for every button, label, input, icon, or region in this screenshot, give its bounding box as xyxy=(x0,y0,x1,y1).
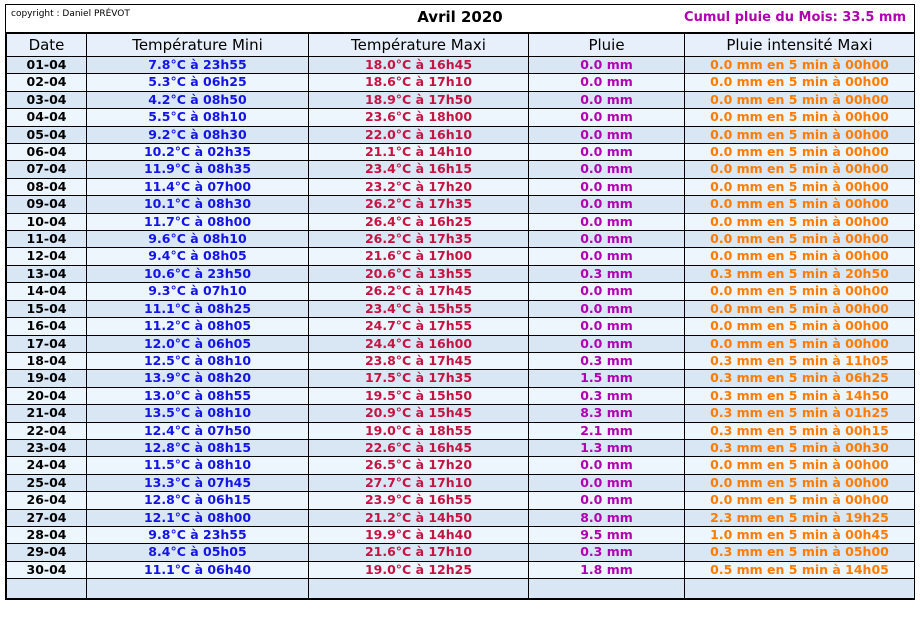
date-cell: 12-04 xyxy=(7,248,87,265)
temp-min-cell: 12.4°C à 07h50 xyxy=(87,422,309,439)
temp-max-cell: 22.6°C à 16h45 xyxy=(309,439,529,456)
column-header-date: Date xyxy=(7,34,87,57)
temp-max-cell: 26.5°C à 17h20 xyxy=(309,457,529,474)
rain-intensity-cell: 0.0 mm en 5 min à 00h00 xyxy=(685,144,915,161)
rain-intensity-cell: 1.0 mm en 5 min à 00h45 xyxy=(685,526,915,543)
table-row xyxy=(7,422,915,439)
date-cell: 29-04 xyxy=(7,544,87,561)
rain-cell: 0.3 mm xyxy=(529,544,685,561)
rain-intensity-cell: 0.3 mm en 5 min à 20h50 xyxy=(685,265,915,282)
table-header-row xyxy=(7,34,915,57)
rain-cell: 0.0 mm xyxy=(529,474,685,491)
rain-cell: 0.0 mm xyxy=(529,300,685,317)
rain-cell: 0.0 mm xyxy=(529,74,685,91)
date-cell: 15-04 xyxy=(7,300,87,317)
table-row xyxy=(7,492,915,509)
rain-intensity-cell: 0.0 mm en 5 min à 00h00 xyxy=(685,57,915,74)
temp-max-cell: 20.6°C à 13h55 xyxy=(309,265,529,282)
temp-max-cell: 23.2°C à 17h20 xyxy=(309,178,529,195)
empty-row xyxy=(7,579,915,599)
temp-min-cell: 9.2°C à 08h30 xyxy=(87,126,309,143)
rain-cell: 0.0 mm xyxy=(529,335,685,352)
temp-max-cell: 21.6°C à 17h10 xyxy=(309,544,529,561)
date-cell: 18-04 xyxy=(7,352,87,369)
temp-max-cell: 21.2°C à 14h50 xyxy=(309,509,529,526)
date-cell: 17-04 xyxy=(7,335,87,352)
temp-min-cell: 11.4°C à 07h00 xyxy=(87,178,309,195)
date-cell: 30-04 xyxy=(7,561,87,578)
temp-min-cell: 9.3°C à 07h10 xyxy=(87,283,309,300)
table-row xyxy=(7,509,915,526)
rain-cell: 0.3 mm xyxy=(529,265,685,282)
temp-min-cell: 9.6°C à 08h10 xyxy=(87,231,309,248)
temp-max-cell: 23.6°C à 18h00 xyxy=(309,109,529,126)
table-row xyxy=(7,231,915,248)
rain-cell: 0.0 mm xyxy=(529,492,685,509)
temp-min-cell: 13.5°C à 08h10 xyxy=(87,405,309,422)
temp-max-cell: 21.1°C à 14h10 xyxy=(309,144,529,161)
temp-max-cell: 26.2°C à 17h45 xyxy=(309,283,529,300)
empty-cell xyxy=(309,579,529,599)
table-row xyxy=(7,196,915,213)
temp-min-cell: 12.8°C à 08h15 xyxy=(87,439,309,456)
temp-min-cell: 10.2°C à 02h35 xyxy=(87,144,309,161)
table-row xyxy=(7,57,915,74)
table-row xyxy=(7,526,915,543)
rain-intensity-cell: 0.0 mm en 5 min à 00h00 xyxy=(685,335,915,352)
date-cell: 03-04 xyxy=(7,91,87,108)
report-header xyxy=(6,5,914,33)
column-header-temp-min: Température Mini xyxy=(87,34,309,57)
table-row xyxy=(7,405,915,422)
date-cell: 14-04 xyxy=(7,283,87,300)
temp-max-cell: 19.0°C à 18h55 xyxy=(309,422,529,439)
temp-min-cell: 13.9°C à 08h20 xyxy=(87,370,309,387)
rain-cell: 0.0 mm xyxy=(529,144,685,161)
rain-intensity-cell: 0.3 mm en 5 min à 00h15 xyxy=(685,422,915,439)
temp-max-cell: 26.2°C à 17h35 xyxy=(309,196,529,213)
temp-min-cell: 11.1°C à 08h25 xyxy=(87,300,309,317)
table-row xyxy=(7,352,915,369)
table-row xyxy=(7,335,915,352)
temp-min-cell: 10.1°C à 08h30 xyxy=(87,196,309,213)
date-cell: 21-04 xyxy=(7,405,87,422)
rain-cell: 0.0 mm xyxy=(529,248,685,265)
rain-intensity-cell: 0.0 mm en 5 min à 00h00 xyxy=(685,248,915,265)
date-cell: 08-04 xyxy=(7,178,87,195)
rain-cell: 0.0 mm xyxy=(529,161,685,178)
date-cell: 11-04 xyxy=(7,231,87,248)
temp-max-cell: 17.5°C à 17h35 xyxy=(309,370,529,387)
month-title: Avril 2020 xyxy=(417,8,503,26)
temp-min-cell: 10.6°C à 23h50 xyxy=(87,265,309,282)
rain-cell: 0.3 mm xyxy=(529,352,685,369)
temp-min-cell: 11.2°C à 08h05 xyxy=(87,318,309,335)
temp-max-cell: 19.0°C à 12h25 xyxy=(309,561,529,578)
temp-min-cell: 5.5°C à 08h10 xyxy=(87,109,309,126)
rain-intensity-cell: 0.5 mm en 5 min à 14h05 xyxy=(685,561,915,578)
date-cell: 02-04 xyxy=(7,74,87,91)
rain-cell: 0.0 mm xyxy=(529,126,685,143)
rain-cell: 0.0 mm xyxy=(529,213,685,230)
rain-intensity-cell: 0.0 mm en 5 min à 00h00 xyxy=(685,474,915,491)
temp-max-cell: 20.9°C à 15h45 xyxy=(309,405,529,422)
rain-intensity-cell: 0.0 mm en 5 min à 00h00 xyxy=(685,74,915,91)
temp-max-cell: 27.7°C à 17h10 xyxy=(309,474,529,491)
table-row xyxy=(7,561,915,578)
date-cell: 07-04 xyxy=(7,161,87,178)
date-cell: 16-04 xyxy=(7,318,87,335)
date-cell: 05-04 xyxy=(7,126,87,143)
date-cell: 22-04 xyxy=(7,422,87,439)
table-row xyxy=(7,300,915,317)
temp-max-cell: 24.7°C à 17h55 xyxy=(309,318,529,335)
rain-intensity-cell: 0.0 mm en 5 min à 00h00 xyxy=(685,492,915,509)
temp-max-cell: 18.0°C à 16h45 xyxy=(309,57,529,74)
table-row xyxy=(7,457,915,474)
rain-intensity-cell: 0.0 mm en 5 min à 00h00 xyxy=(685,213,915,230)
table-row xyxy=(7,213,915,230)
empty-cell xyxy=(529,579,685,599)
rain-intensity-cell: 0.3 mm en 5 min à 14h50 xyxy=(685,387,915,404)
rain-intensity-cell: 0.3 mm en 5 min à 00h30 xyxy=(685,439,915,456)
date-cell: 06-04 xyxy=(7,144,87,161)
rain-cell: 1.8 mm xyxy=(529,561,685,578)
date-cell: 10-04 xyxy=(7,213,87,230)
table-row xyxy=(7,544,915,561)
date-cell: 27-04 xyxy=(7,509,87,526)
rain-cell: 1.5 mm xyxy=(529,370,685,387)
rain-cell: 0.3 mm xyxy=(529,387,685,404)
table-row xyxy=(7,74,915,91)
rain-cell: 0.0 mm xyxy=(529,109,685,126)
temp-min-cell: 11.1°C à 06h40 xyxy=(87,561,309,578)
temp-max-cell: 24.4°C à 16h00 xyxy=(309,335,529,352)
temp-min-cell: 4.2°C à 08h50 xyxy=(87,91,309,108)
empty-cell xyxy=(87,579,309,599)
rain-intensity-cell: 0.0 mm en 5 min à 00h00 xyxy=(685,196,915,213)
date-cell: 24-04 xyxy=(7,457,87,474)
temp-min-cell: 12.0°C à 06h05 xyxy=(87,335,309,352)
date-cell: 20-04 xyxy=(7,387,87,404)
rain-cell: 8.0 mm xyxy=(529,509,685,526)
date-cell: 26-04 xyxy=(7,492,87,509)
date-cell: 01-04 xyxy=(7,57,87,74)
temp-min-cell: 13.0°C à 08h55 xyxy=(87,387,309,404)
temp-max-cell: 18.9°C à 17h50 xyxy=(309,91,529,108)
rain-intensity-cell: 0.0 mm en 5 min à 00h00 xyxy=(685,126,915,143)
temp-max-cell: 26.2°C à 17h35 xyxy=(309,231,529,248)
temp-max-cell: 23.8°C à 17h45 xyxy=(309,352,529,369)
rain-intensity-cell: 2.3 mm en 5 min à 19h25 xyxy=(685,509,915,526)
monthly-weather-report xyxy=(5,4,915,600)
date-cell: 23-04 xyxy=(7,439,87,456)
rain-intensity-cell: 0.0 mm en 5 min à 00h00 xyxy=(685,109,915,126)
date-cell: 04-04 xyxy=(7,109,87,126)
empty-cell xyxy=(7,579,87,599)
temp-min-cell: 5.3°C à 06h25 xyxy=(87,74,309,91)
rain-cell: 1.3 mm xyxy=(529,439,685,456)
rain-cell: 0.0 mm xyxy=(529,196,685,213)
rain-cell: 2.1 mm xyxy=(529,422,685,439)
rain-cell: 0.0 mm xyxy=(529,318,685,335)
table-row xyxy=(7,178,915,195)
monthly-rain-total: Cumul pluie du Mois: 33.5 mm xyxy=(684,10,906,25)
column-header-temp-max: Température Maxi xyxy=(309,34,529,57)
temp-max-cell: 23.4°C à 15h55 xyxy=(309,300,529,317)
table-row xyxy=(7,318,915,335)
temp-max-cell: 19.5°C à 15h50 xyxy=(309,387,529,404)
rain-intensity-cell: 0.3 mm en 5 min à 01h25 xyxy=(685,405,915,422)
temp-max-cell: 18.6°C à 17h10 xyxy=(309,74,529,91)
rain-cell: 8.3 mm xyxy=(529,405,685,422)
rain-intensity-cell: 0.0 mm en 5 min à 00h00 xyxy=(685,91,915,108)
rain-intensity-cell: 0.0 mm en 5 min à 00h00 xyxy=(685,318,915,335)
daily-weather-table xyxy=(6,33,915,599)
table-row xyxy=(7,265,915,282)
table-row xyxy=(7,370,915,387)
temp-min-cell: 12.8°C à 06h15 xyxy=(87,492,309,509)
temp-min-cell: 8.4°C à 05h05 xyxy=(87,544,309,561)
temp-max-cell: 19.9°C à 14h40 xyxy=(309,526,529,543)
rain-cell: 0.0 mm xyxy=(529,283,685,300)
rain-intensity-cell: 0.0 mm en 5 min à 00h00 xyxy=(685,300,915,317)
rain-intensity-cell: 0.3 mm en 5 min à 11h05 xyxy=(685,352,915,369)
rain-intensity-cell: 0.0 mm en 5 min à 00h00 xyxy=(685,161,915,178)
table-row xyxy=(7,474,915,491)
table-body xyxy=(7,57,915,599)
copyright-text: copyright : Daniel PRÉVOT xyxy=(11,9,130,19)
table-row xyxy=(7,109,915,126)
temp-min-cell: 12.1°C à 08h00 xyxy=(87,509,309,526)
table-row xyxy=(7,283,915,300)
temp-max-cell: 26.4°C à 16h25 xyxy=(309,213,529,230)
temp-max-cell: 21.6°C à 17h00 xyxy=(309,248,529,265)
column-header-rain: Pluie xyxy=(529,34,685,57)
temp-min-cell: 9.4°C à 08h05 xyxy=(87,248,309,265)
table-row xyxy=(7,248,915,265)
temp-min-cell: 11.5°C à 08h10 xyxy=(87,457,309,474)
table-row xyxy=(7,387,915,404)
temp-min-cell: 12.5°C à 08h10 xyxy=(87,352,309,369)
temp-min-cell: 11.7°C à 08h00 xyxy=(87,213,309,230)
table-row xyxy=(7,91,915,108)
date-cell: 13-04 xyxy=(7,265,87,282)
rain-cell: 9.5 mm xyxy=(529,526,685,543)
temp-min-cell: 11.9°C à 08h35 xyxy=(87,161,309,178)
rain-intensity-cell: 0.0 mm en 5 min à 00h00 xyxy=(685,231,915,248)
rain-cell: 0.0 mm xyxy=(529,231,685,248)
column-header-rain-intensity: Pluie intensité Maxi xyxy=(685,34,915,57)
table-row xyxy=(7,126,915,143)
rain-cell: 0.0 mm xyxy=(529,457,685,474)
rain-intensity-cell: 0.0 mm en 5 min à 00h00 xyxy=(685,457,915,474)
temp-max-cell: 23.9°C à 16h55 xyxy=(309,492,529,509)
temp-min-cell: 9.8°C à 23h55 xyxy=(87,526,309,543)
rain-cell: 0.0 mm xyxy=(529,91,685,108)
table-row xyxy=(7,161,915,178)
rain-intensity-cell: 0.3 mm en 5 min à 05h00 xyxy=(685,544,915,561)
empty-cell xyxy=(685,579,915,599)
rain-cell: 0.0 mm xyxy=(529,178,685,195)
temp-min-cell: 7.8°C à 23h55 xyxy=(87,57,309,74)
table-row xyxy=(7,144,915,161)
temp-max-cell: 22.0°C à 16h10 xyxy=(309,126,529,143)
rain-cell: 0.0 mm xyxy=(529,57,685,74)
date-cell: 28-04 xyxy=(7,526,87,543)
temp-max-cell: 23.4°C à 16h15 xyxy=(309,161,529,178)
rain-intensity-cell: 0.3 mm en 5 min à 06h25 xyxy=(685,370,915,387)
temp-min-cell: 13.3°C à 07h45 xyxy=(87,474,309,491)
date-cell: 19-04 xyxy=(7,370,87,387)
rain-intensity-cell: 0.0 mm en 5 min à 00h00 xyxy=(685,283,915,300)
table-row xyxy=(7,439,915,456)
rain-intensity-cell: 0.0 mm en 5 min à 00h00 xyxy=(685,178,915,195)
date-cell: 25-04 xyxy=(7,474,87,491)
date-cell: 09-04 xyxy=(7,196,87,213)
